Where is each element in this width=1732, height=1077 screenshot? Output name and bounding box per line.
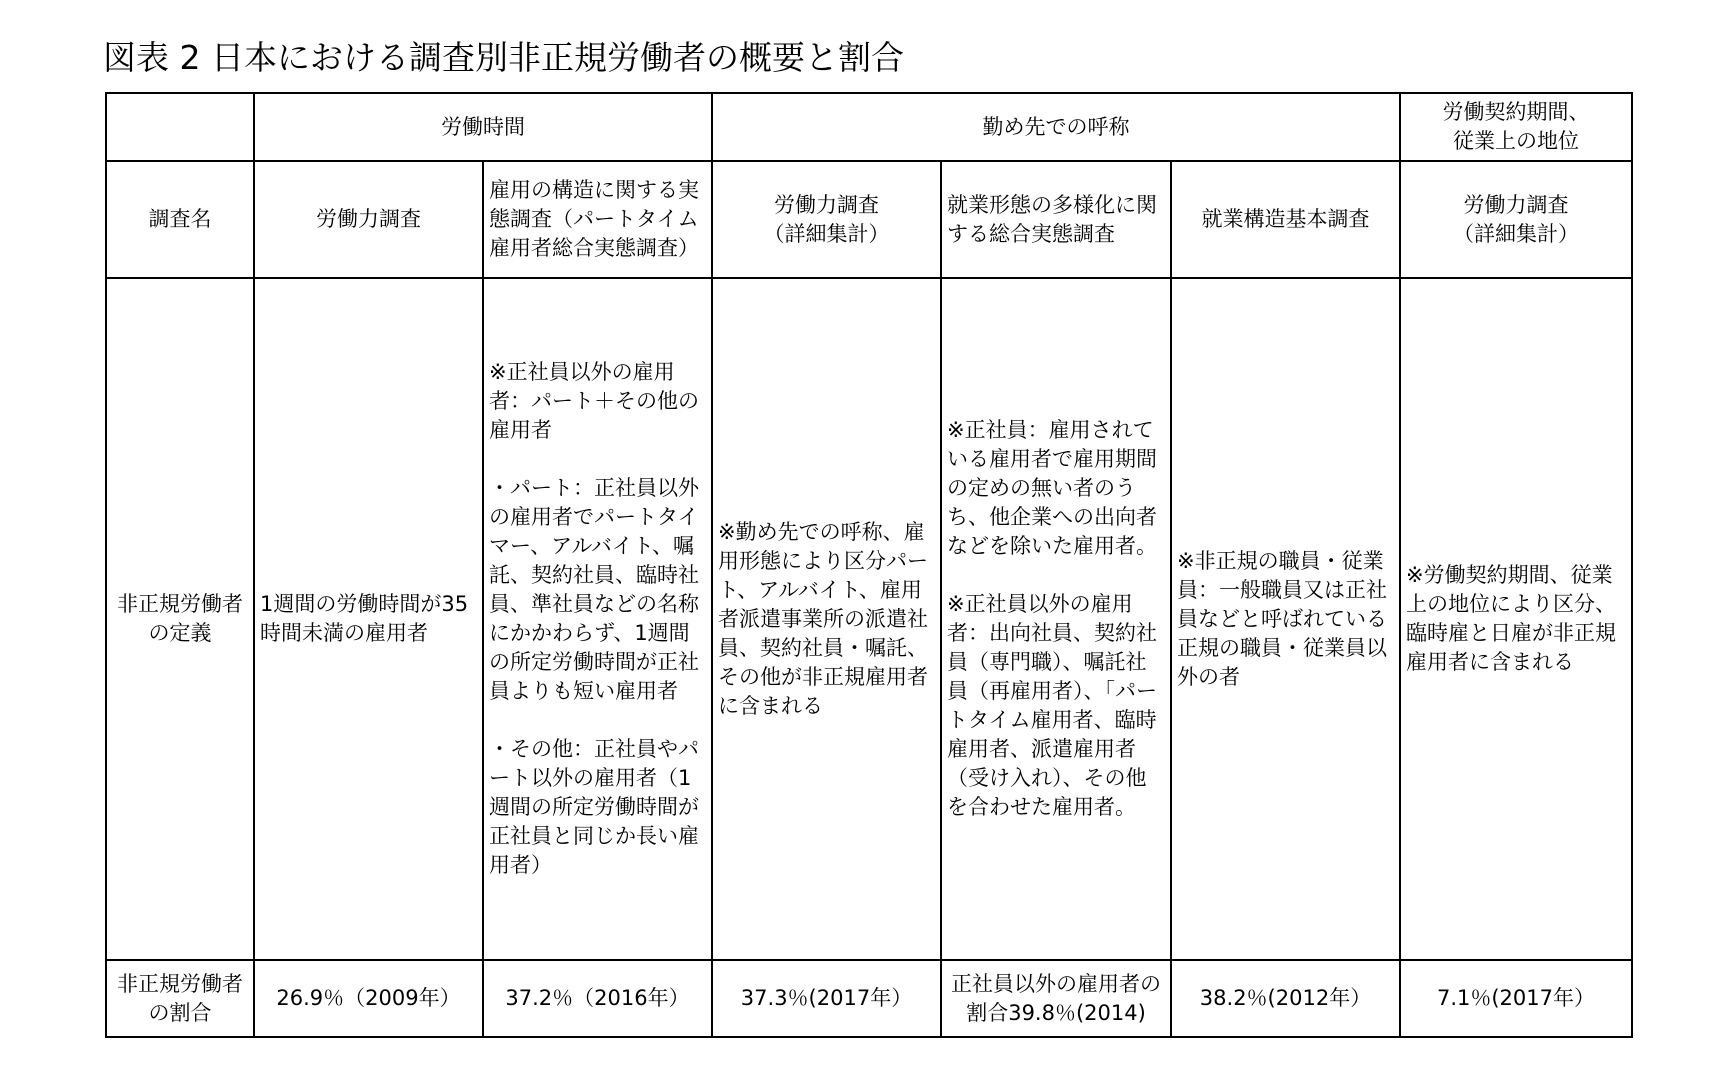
ratio-cell: 37.3％(2017年）: [712, 960, 941, 1037]
definition-label: 非正規労働者の定義: [106, 278, 254, 960]
page-title: 図表 2 日本における調査別非正規労働者の概要と割合: [103, 38, 904, 77]
survey-name-cell: 雇用の構造に関する実態調査（パートタイム雇用者総合実態調査）: [483, 161, 712, 278]
ratio-cell: 38.2％(2012年）: [1171, 960, 1400, 1037]
definition-cell: ※労働契約期間、従業上の地位により区分、臨時雇と日雇が非正規雇用者に含まれる: [1400, 278, 1632, 960]
survey-comparison-table: [105, 92, 1633, 1038]
ratio-cell: 正社員以外の雇用者の割合39.8％(2014): [941, 960, 1171, 1037]
survey-name-cell: 就業形態の多様化に関する総合実態調査: [941, 161, 1171, 278]
survey-name-row: [106, 161, 1632, 278]
group-header-workplace-title: 勤め先での呼称: [712, 93, 1400, 161]
group-header-work-hours: 労働時間: [254, 93, 712, 161]
survey-name-cell: 就業構造基本調査: [1171, 161, 1400, 278]
survey-name-cell: 労働力調査: [254, 161, 483, 278]
survey-name-cell: 労働力調査 （詳細集計）: [712, 161, 941, 278]
definition-cell: ※正社員：雇用されている雇用者で雇用期間の定めの無い者のうち、他企業への出向者などを除いた雇用者。 ※正社員以外の雇用者：出向社員、契約社員（専門職）、嘱託社員（再雇用者）、「パートタイム雇用者、臨時雇用者、派遣雇用者（受け入れ）、その他を合わせた雇用者。: [941, 278, 1171, 960]
survey-name-cell: 労働力調査 （詳細集計）: [1400, 161, 1632, 278]
group-header-contract-status: 労働契約期間、 従業上の地位: [1400, 93, 1632, 161]
ratio-row: [106, 960, 1632, 1037]
ratio-cell: 7.1％(2017年）: [1400, 960, 1632, 1037]
ratio-label: 非正規労働者の割合: [106, 960, 254, 1037]
corner-cell: [106, 93, 254, 161]
definition-cell: ※勤め先での呼称、雇用形態により区分パート、アルバイト、雇用者派遣事業所の派遣社員、契約社員・嘱託、その他が非正規雇用者に含まれる: [712, 278, 941, 960]
definition-cell: ※非正規の職員・従業員：一般職員又は正社員などと呼ばれている正規の職員・従業員以外の者: [1171, 278, 1400, 960]
ratio-cell: 26.9％（2009年）: [254, 960, 483, 1037]
definition-row: [106, 278, 1632, 960]
definition-cell: 1週間の労働時間が35時間未満の雇用者: [254, 278, 483, 960]
survey-name-label: 調査名: [106, 161, 254, 278]
group-header-row: [106, 93, 1632, 161]
definition-cell: ※正社員以外の雇用者：パート＋その他の雇用者 ・パート：正社員以外の雇用者でパートタイマー、アルバイト、嘱託、契約社員、臨時社員、準社員などの名称にかかわらず、1週間の所定労働時間が正社員よりも短い雇用者 ・その他：正社員やパート以外の雇用者（1週間の所定労働時間が正社員と同じか長い雇用者）: [483, 278, 712, 960]
ratio-cell: 37.2％（2016年）: [483, 960, 712, 1037]
